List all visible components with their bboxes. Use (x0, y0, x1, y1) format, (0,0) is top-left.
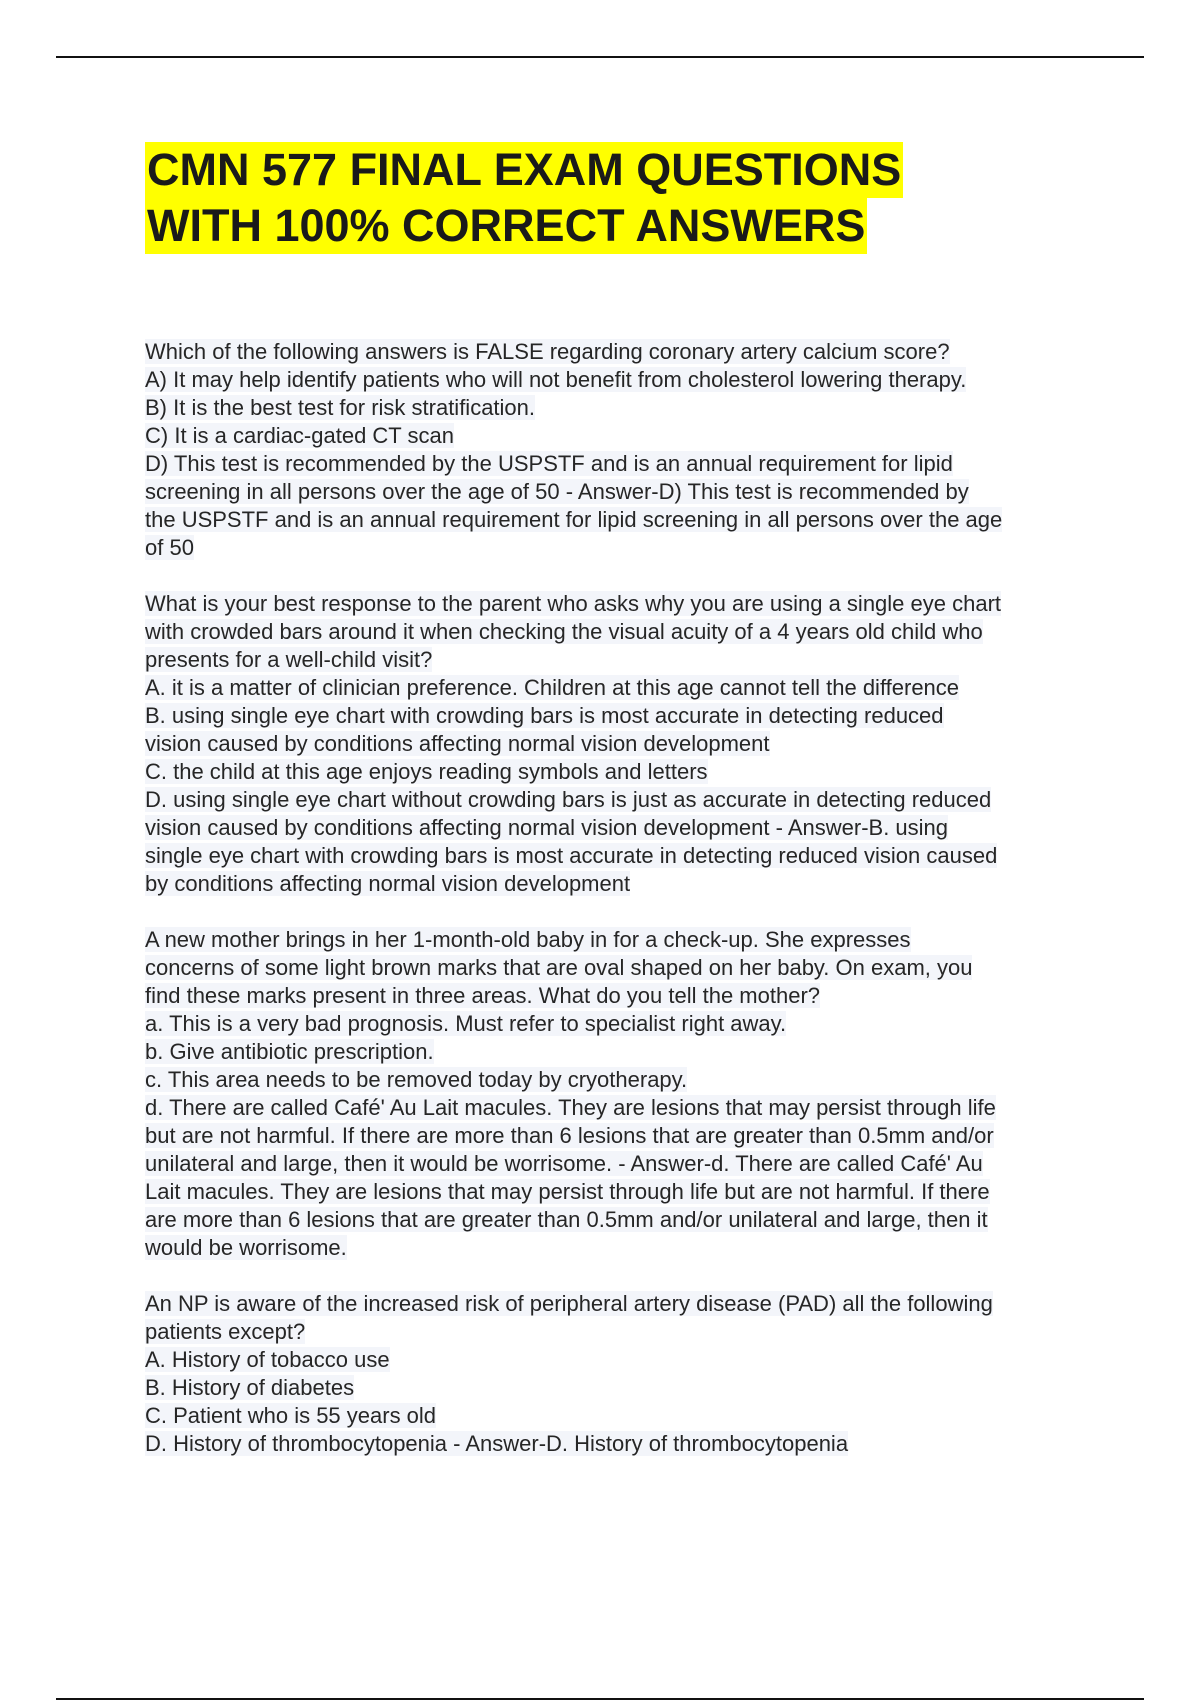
line-text: of 50 (145, 535, 194, 560)
question-line (145, 1374, 1085, 1402)
question-block (145, 338, 1085, 562)
line-text: b. Give antibiotic prescription. (145, 1039, 434, 1064)
question-line (145, 366, 1085, 394)
question-text-line (145, 338, 1085, 366)
line-text: D. using single eye chart without crowding bars is just as accurate in detecting reduced (145, 787, 992, 812)
line-text: D. History of thrombocytopenia - Answer-D. History of thrombocytopenia (145, 1431, 849, 1456)
line-text: An NP is aware of the increased risk of peripheral artery disease (PAD) all the following (145, 1291, 993, 1316)
line-text: by conditions affecting normal vision development (145, 871, 631, 896)
title-line: WITH 100% CORRECT ANSWERS (145, 198, 867, 254)
line-text: B. History of diabetes (145, 1375, 355, 1400)
line-text: c. This area needs to be removed today by cryotherapy. (145, 1067, 688, 1092)
title-line: CMN 577 FINAL EXAM QUESTIONS (145, 142, 903, 198)
question-line (145, 1066, 1085, 1094)
question-list (145, 338, 1085, 1486)
line-text: concerns of some light brown marks that are oval shaped on her baby. On exam, you (145, 955, 973, 980)
line-text: Which of the following answers is FALSE regarding coronary artery calcium score? (145, 339, 950, 364)
question-text-line (145, 1290, 1085, 1318)
question-line (145, 1122, 1085, 1150)
question-line (145, 842, 1085, 870)
line-text: C. Patient who is 55 years old (145, 1403, 437, 1428)
line-text: A new mother brings in her 1-month-old baby in for a check-up. She expresses (145, 927, 911, 952)
line-text: What is your best response to the parent who asks why you are using a single eye chart (145, 591, 1002, 616)
question-line (145, 702, 1085, 730)
question-line (145, 394, 1085, 422)
question-line (145, 1346, 1085, 1374)
line-text: B. using single eye chart with crowding bars is most accurate in detecting reduced (145, 703, 944, 728)
question-block (145, 1290, 1085, 1458)
question-line (145, 674, 1085, 702)
question-line (145, 422, 1085, 450)
question-line (145, 758, 1085, 786)
line-text: single eye chart with crowding bars is most accurate in detecting reduced vision caused (145, 843, 998, 868)
question-line (145, 646, 1085, 674)
question-line (145, 1178, 1085, 1206)
question-line (145, 730, 1085, 758)
line-text: C. the child at this age enjoys reading symbols and letters (145, 759, 708, 784)
question-line (145, 870, 1085, 898)
question-line (145, 1402, 1085, 1430)
question-line (145, 982, 1085, 1010)
line-text: would be worrisome. (145, 1235, 347, 1260)
question-text-line (145, 590, 1085, 618)
line-text: presents for a well-child visit? (145, 647, 433, 672)
line-text: A. it is a matter of clinician preference. Children at this age cannot tell the difference (145, 675, 960, 700)
question-line (145, 534, 1085, 562)
line-text: D) This test is recommended by the USPSTF and is an annual requirement for lipid (145, 451, 953, 476)
question-line (145, 1206, 1085, 1234)
line-text: C) It is a cardiac-gated CT scan (145, 423, 454, 448)
line-text: the USPSTF and is an annual requirement for lipid screening in all persons over the age (145, 507, 1003, 532)
line-text: A) It may help identify patients who will not benefit from cholesterol lowering therapy. (145, 367, 967, 392)
line-text: vision caused by conditions affecting normal vision development (145, 731, 770, 756)
question-line (145, 814, 1085, 842)
question-block (145, 590, 1085, 898)
page-title (145, 142, 1105, 254)
line-text: find these marks present in three areas. What do you tell the mother? (145, 983, 821, 1008)
line-text: screening in all persons over the age of 50 - Answer-D) This test is recommended by (145, 479, 969, 504)
line-text: patients except? (145, 1319, 306, 1344)
question-line (145, 1094, 1085, 1122)
question-line (145, 1234, 1085, 1262)
question-block (145, 926, 1085, 1262)
question-line (145, 450, 1085, 478)
line-text: B) It is the best test for risk stratification. (145, 395, 536, 420)
question-line (145, 786, 1085, 814)
line-text: d. There are called Café' Au Lait macules. They are lesions that may persist through life (145, 1095, 996, 1120)
top-divider (56, 56, 1144, 58)
line-text: are more than 6 lesions that are greater than 0.5mm and/or unilateral and large, then it (145, 1207, 988, 1232)
question-line (145, 1318, 1085, 1346)
line-text: but are not harmful. If there are more than 6 lesions that are greater than 0.5mm and/or (145, 1123, 994, 1148)
question-line (145, 506, 1085, 534)
question-text-line (145, 926, 1085, 954)
line-text: vision caused by conditions affecting normal vision development - Answer-B. using (145, 815, 949, 840)
question-line (145, 618, 1085, 646)
question-line (145, 1430, 1085, 1458)
line-text: Lait macules. They are lesions that may persist through life but are not harmful. If there (145, 1179, 990, 1204)
line-text: unilateral and large, then it would be worrisome. - Answer-d. There are called Café' Au (145, 1151, 983, 1176)
question-line (145, 1150, 1085, 1178)
line-text: with crowded bars around it when checking the visual acuity of a 4 years old child who (145, 619, 983, 644)
line-text: a. This is a very bad prognosis. Must refer to specialist right away. (145, 1011, 787, 1036)
question-line (145, 1010, 1085, 1038)
question-line (145, 478, 1085, 506)
question-line (145, 1038, 1085, 1066)
question-line (145, 954, 1085, 982)
line-text: A. History of tobacco use (145, 1347, 390, 1372)
